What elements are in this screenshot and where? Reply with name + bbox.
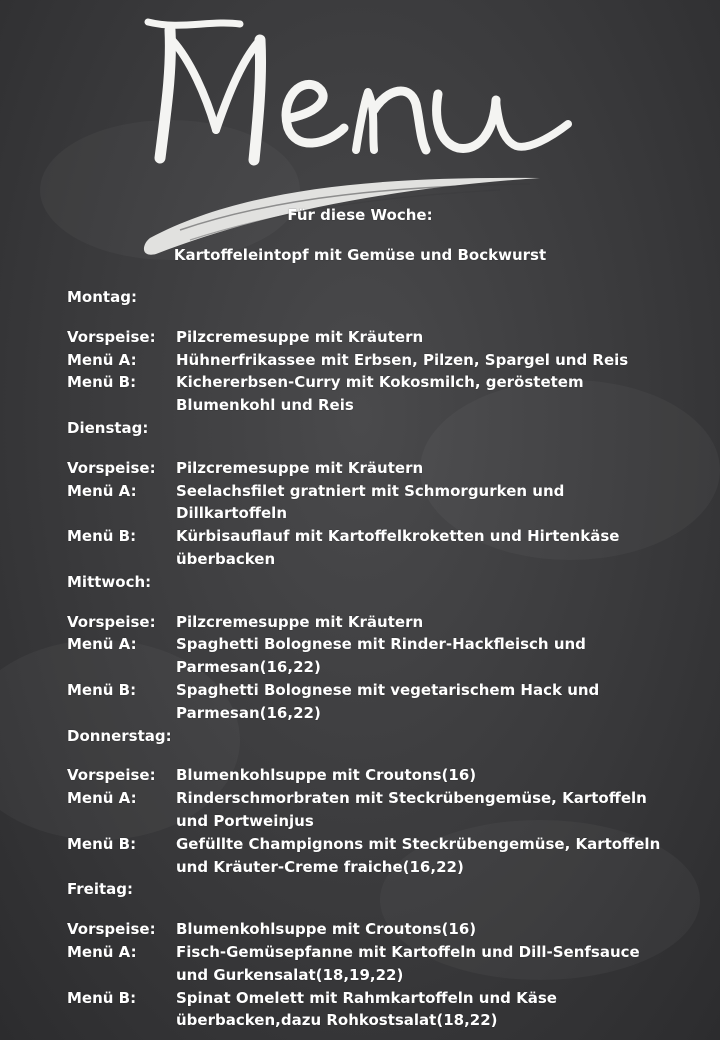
menu-row [67,349,707,372]
dish-text: Kichererbsen-Curry mit Kokosmilch, geröstetem Blumenkohl und Reis [176,373,584,415]
course-label: Menü A: [67,635,137,654]
day-heading: Donnerstag: [67,726,172,745]
dish-text: Spaghetti Bolognese mit vegetarischem Hack und Parmesan(16,22) [176,680,600,722]
menu-row [67,457,707,480]
dish-text: Rinderschmorbraten mit Steckrübengemüse, Kartoffeln und Portweinjus [176,789,647,830]
dish-text: Fisch-Gemüsepfanne mit Kartoffeln und Dill-Senfsauce und Gurkensalat(18,19,22) [176,942,640,984]
course-label: Menü A: [67,481,137,500]
weekly-menu [67,286,707,1032]
menu-row [67,918,707,941]
dish-text: Blumenkohlsuppe mit Croutons(16) [176,766,477,785]
course-label: Menü B: [67,988,137,1007]
day-heading: Mittwoch: [67,572,152,591]
course-label: Vorspeise: [67,612,156,631]
week-special: Kartoffeleintopf mit Gemüse und Bockwurst [173,246,547,264]
menu-row [67,764,707,787]
menu-row [67,941,707,987]
menu-row [67,987,707,1033]
day-section [67,878,707,1032]
dish-text: Pilzcremesuppe mit Kräutern [176,327,424,346]
course-label: Menü B: [67,680,137,699]
course-label: Menü B: [67,834,137,853]
course-label: Menü A: [67,350,137,369]
course-label: Menü A: [67,789,137,808]
menu-row [67,525,707,571]
course-label: Vorspeise: [67,766,156,785]
day-heading: Dienstag: [67,418,149,437]
course-label: Menü A: [67,942,137,961]
menu-row [67,787,707,833]
dish-text: Kürbisauflauf mit Kartoffelkroketten und Hirtenkäse überbacken [176,527,620,568]
dish-text: Spaghetti Bolognese mit Rinder-Hackfleisch und Parmesan(16,22) [176,635,586,677]
dish-text: Gefüllte Champignons mit Steckrübengemüse, Kartoffeln und Kräuter-Creme fraiche(16,22) [176,834,661,876]
dish-text: Hühnerfrikassee mit Erbsen, Pilzen, Spargel und Reis [176,350,629,369]
menu-row [67,679,707,725]
dish-text: Seelachsfilet gratniert mit Schmorgurken und Dillkartoffeln [176,481,565,523]
dish-text: Pilzcremesuppe mit Kräutern [176,458,424,477]
course-label: Menü B: [67,373,137,392]
dish-text: Spinat Omelett mit Rahmkartoffeln und Käse überbacken,dazu Rohkostsalat(18,22) [176,988,557,1030]
dish-text: Pilzcremesuppe mit Kräutern [176,612,424,631]
menu-logo [120,0,600,270]
menu-row [67,326,707,349]
course-label: Vorspeise: [67,458,156,477]
day-heading: Montag: [67,288,137,306]
course-label: Vorspeise: [67,920,156,939]
day-section [67,725,707,879]
dish-text: Blumenkohlsuppe mit Croutons(16) [176,920,477,939]
day-section [67,286,707,417]
week-label: Für diese Woche: [287,206,433,224]
day-section [67,417,707,571]
course-label: Vorspeise: [67,327,156,346]
menu-row [67,371,707,417]
day-section [67,571,707,725]
menu-row [67,480,707,526]
course-label: Menü B: [67,527,137,546]
menu-row [67,833,707,879]
day-heading: Freitag: [67,880,134,899]
menu-row [67,633,707,679]
menu-row [67,611,707,634]
